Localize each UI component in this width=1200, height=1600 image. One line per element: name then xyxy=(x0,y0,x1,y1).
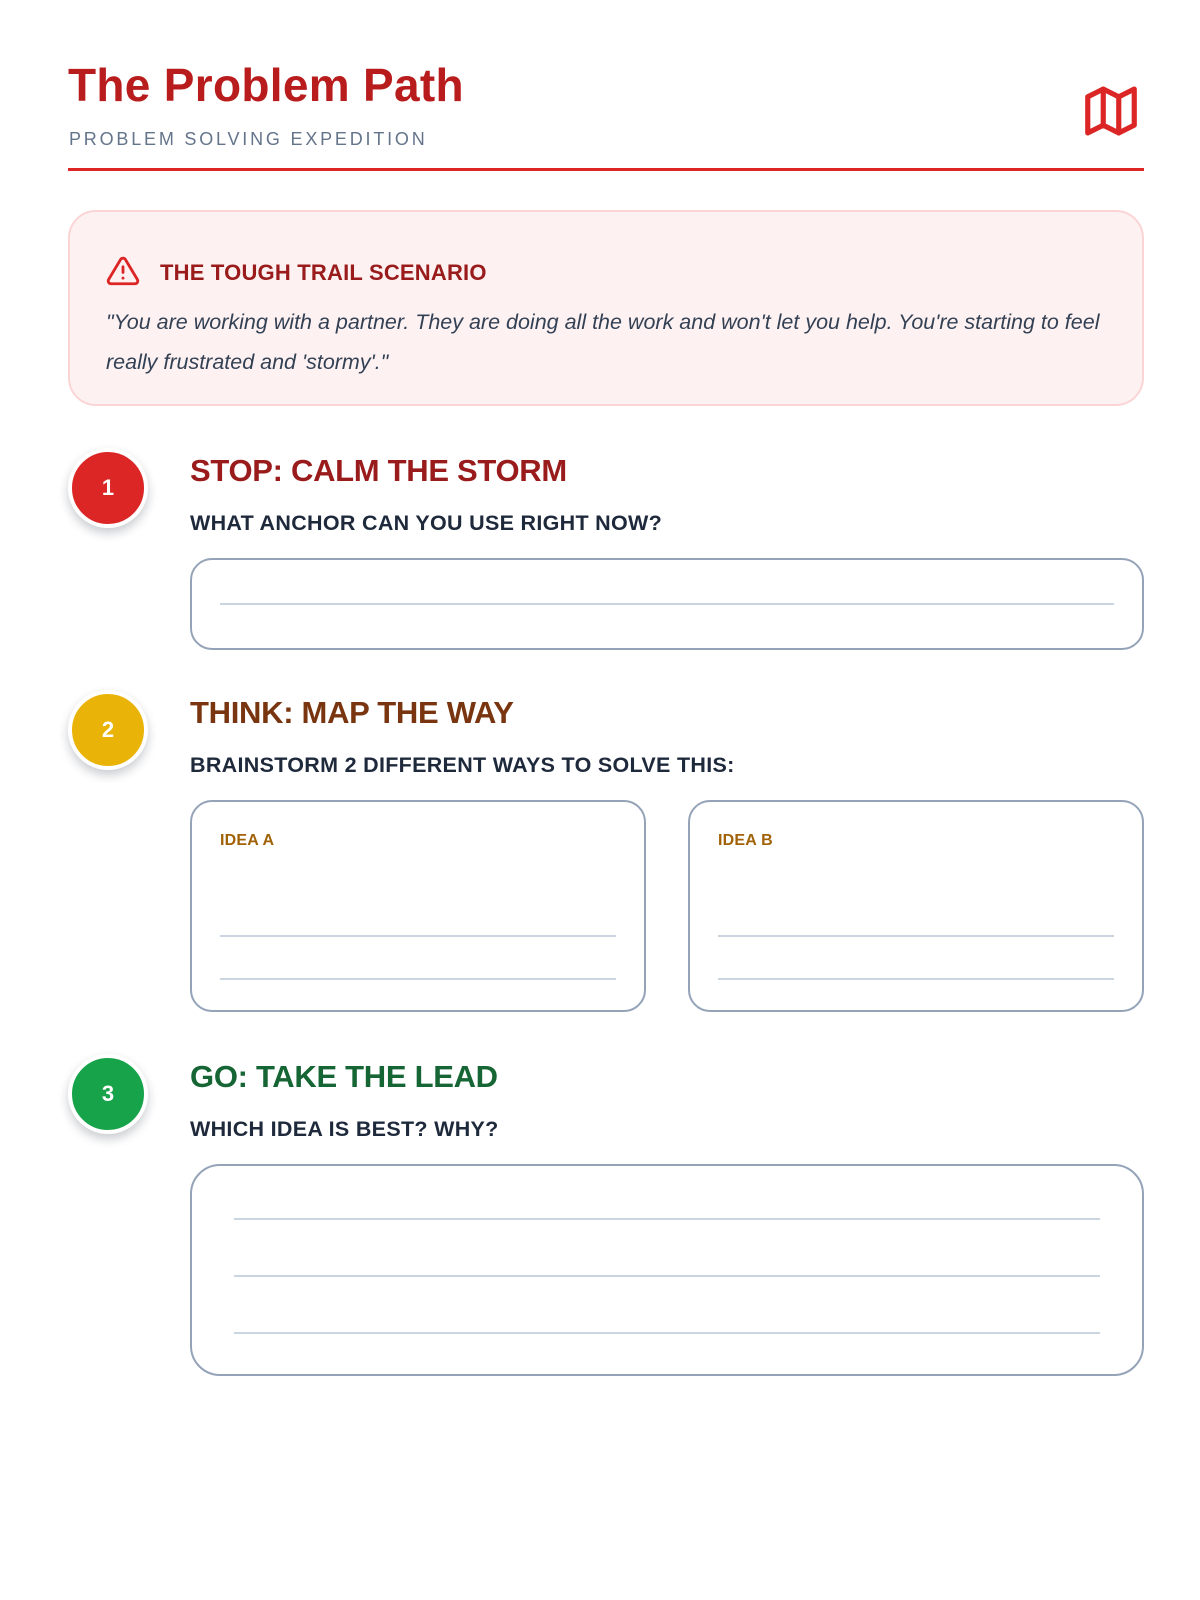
writing-line xyxy=(220,935,616,937)
writing-line xyxy=(234,1332,1100,1334)
idea-b-label: IDEA B xyxy=(718,832,773,849)
warning-icon xyxy=(106,254,140,288)
page-title: The Problem Path xyxy=(68,59,464,111)
step-number-badge: 2 xyxy=(68,690,148,770)
step-prompt: WHICH IDEA IS BEST? WHY? xyxy=(190,1117,499,1141)
idea-a-box[interactable] xyxy=(190,800,646,1012)
scenario-text: "You are working with a partner. They are doing all the work and won't let you help. You're starting to feel really frustrated and 'stormy'." xyxy=(106,310,1100,374)
step-heading: STOP: CALM THE STORM xyxy=(190,453,567,488)
best-idea-answer-box[interactable] xyxy=(190,1164,1144,1376)
scenario-box xyxy=(68,210,1144,406)
step-prompt: WHAT ANCHOR CAN YOU USE RIGHT NOW? xyxy=(190,511,663,535)
idea-a-label: IDEA A xyxy=(220,832,275,849)
step-prompt: BRAINSTORM 2 DIFFERENT WAYS TO SOLVE THIS: xyxy=(190,753,735,777)
writing-line xyxy=(234,1218,1100,1220)
writing-line xyxy=(220,978,616,980)
writing-line xyxy=(718,978,1114,980)
scenario-title: THE TOUGH TRAIL SCENARIO xyxy=(160,260,487,285)
step-heading: THINK: MAP THE WAY xyxy=(190,695,514,730)
worksheet-page xyxy=(68,0,1144,1141)
header xyxy=(68,0,1144,171)
idea-b-box[interactable] xyxy=(688,800,1144,1012)
step-number-badge: 1 xyxy=(68,448,148,528)
writing-line xyxy=(234,1275,1100,1277)
writing-line xyxy=(220,603,1114,605)
step-heading: GO: TAKE THE LEAD xyxy=(190,1059,498,1094)
writing-line xyxy=(718,935,1114,937)
map-icon xyxy=(1080,80,1142,142)
page-subtitle: PROBLEM SOLVING EXPEDITION xyxy=(69,129,428,149)
step-number-badge: 3 xyxy=(68,1054,148,1134)
anchor-answer-box[interactable] xyxy=(190,558,1144,650)
